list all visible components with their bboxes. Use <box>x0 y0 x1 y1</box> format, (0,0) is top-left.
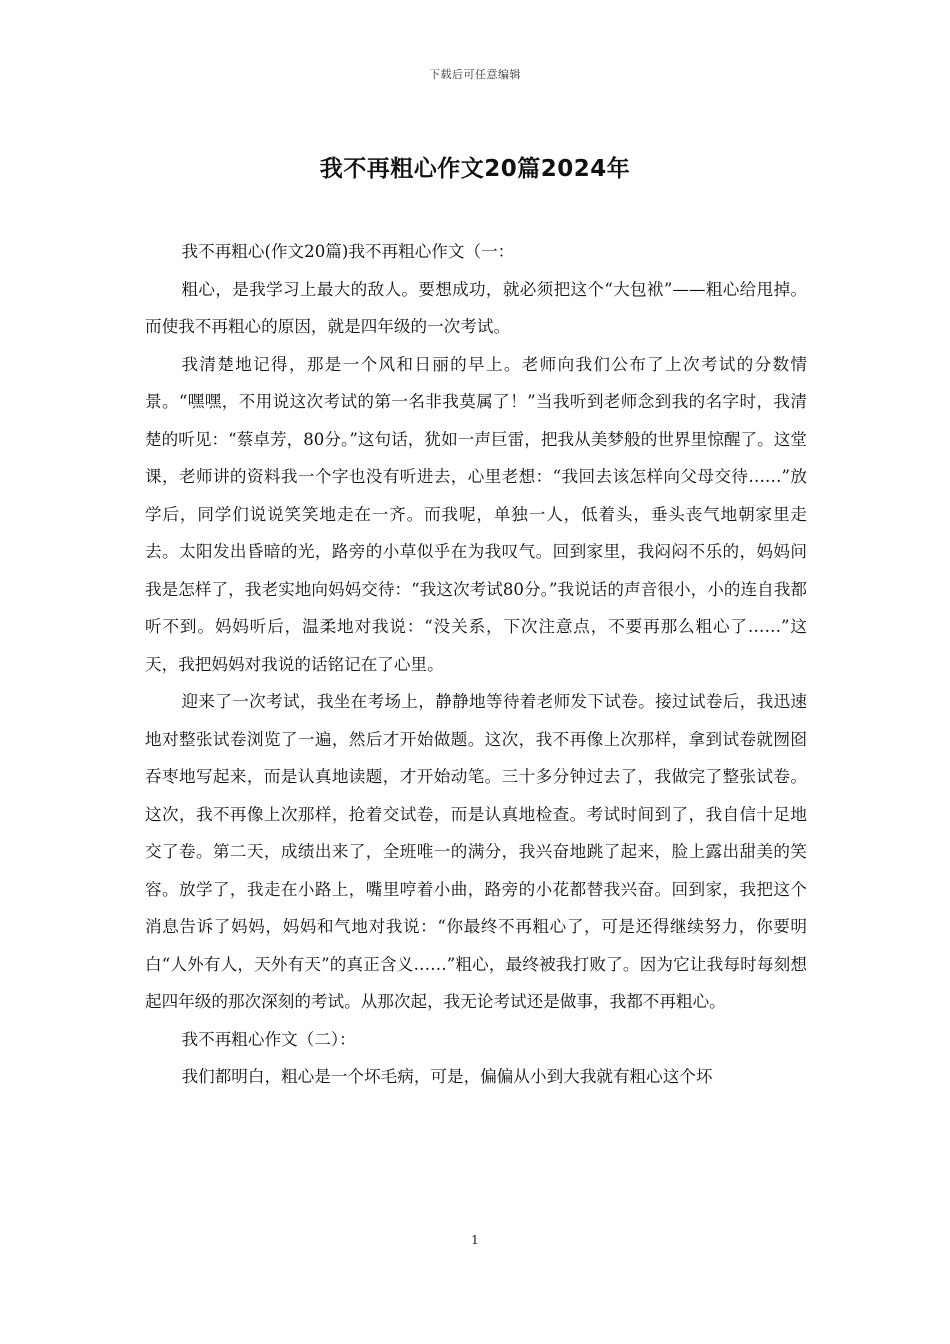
paragraph: 我们都明白，粗心是一个坏毛病，可是，偏偏从小到大我就有粗心这个坏 <box>181 1067 713 1086</box>
header-note: 下载后可任意编辑 <box>429 68 521 81</box>
paragraph: 粗心，是我学习上最大的敌人。要想成功，就必须把这个“大包袱”——粗心给甩掉。而使我不再粗心的原因，就是四年级的一次考试。 <box>145 279 807 336</box>
document-title: 我不再粗心作文20篇2024年 <box>319 156 631 182</box>
paragraph-heading-2: 我不再粗心作文（二）： <box>181 1029 356 1049</box>
paragraph: 我清楚地记得，那是一个风和日丽的早上。老师向我们公布了上次考试的分数情景。“嘿嘿，不用说这次考试的第一名非我莫属了！”当我听到老师念到我的名字时，我清楚的听见：“蔡卓芳，80分。”这句话，犹如一声巨雷，把我从美梦般的世界里惊醒了。这堂课，老师讲的资料我一个字也没有听进去，心里老想：“我回去该怎样向父母交待……”放学后，同学们说说笑笑地走在一齐。而我呢，单独一人，低着头，垂头丧气地朝家里走去。太阳发出昏暗的光，路旁的小草似乎在为我叹气。回到家里，我闷闷不乐的，妈妈问我是怎样了，我老实地向妈妈交待：“我这次考试80分。”我说话的声音很小，小的连自我都听不到。妈妈听后，温柔地对我说：“没关系，下次注意点，不要再那么粗心了……”这天，我把妈妈对我说的话铭记在了心里。 <box>145 354 807 674</box>
document-body <box>145 233 807 1096</box>
page-number: 1 <box>471 1233 479 1247</box>
paragraph: 迎来了一次考试，我坐在考场上，静静地等待着老师发下试卷。接过试卷后，我迅速地对整张试卷浏览了一遍，然后才开始做题。这次，我不再像上次那样，拿到试卷就囫囵吞枣地写起来，而是认真地读题，才开始动笔。三十多分钟过去了，我做完了整张试卷。这次，我不再像上次那样，抢着交试卷，而是认真地检查。考试时间到了，我自信十足地交了卷。第二天，成绩出来了，全班唯一的满分，我兴奋地跳了起来，脸上露出甜美的笑容。放学了，我走在小路上，嘴里哼着小曲，路旁的小花都替我兴奋。回到家，我把这个消息告诉了妈妈，妈妈和气地对我说：“你最终不再粗心了，可是还得继续努力，你要明白“人外有人，天外有天”的真正含义……”粗心，最终被我打败了。因为它让我每时每刻想起四年级的那次深刻的考试。从那次起，我无论考试还是做事，我都不再粗心。 <box>145 692 807 1011</box>
paragraph-heading-1: 我不再粗心(作文20篇)我不再粗心作文（一： <box>181 242 515 261</box>
